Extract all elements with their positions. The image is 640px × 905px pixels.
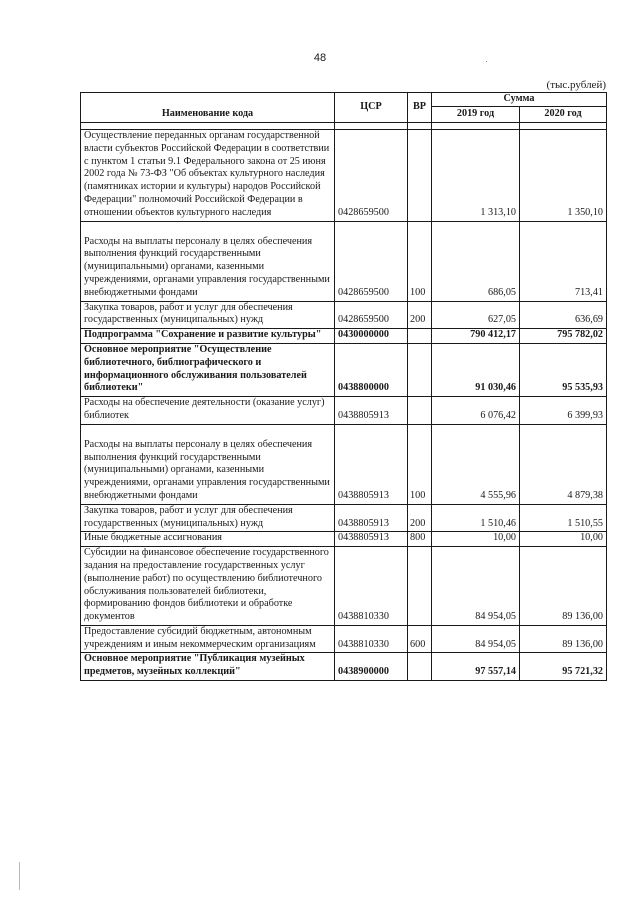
row-2019: 84 954,05	[432, 547, 520, 626]
row-vr: 100	[408, 424, 432, 504]
scan-edge-mark	[19, 862, 20, 890]
row-vr	[408, 653, 432, 681]
row-2019: 97 557,14	[432, 653, 520, 681]
row-name: Подпрограмма "Сохранение и развитие культуры"	[81, 329, 335, 344]
row-2020: 1 350,10	[520, 130, 607, 222]
spacer-cell	[335, 123, 408, 130]
row-csr: 0438810330	[335, 625, 408, 653]
row-csr: 0438805913	[335, 424, 408, 504]
spacer-cell	[520, 123, 607, 130]
row-2020: 89 136,00	[520, 625, 607, 653]
row-2020: 95 535,93	[520, 343, 607, 396]
row-vr: 100	[408, 221, 432, 301]
row-name: Основное мероприятие "Осуществление библиотечного, библиографического и информационного обслуживания пользователей библиотеки"	[81, 343, 335, 396]
row-2020: 1 510,55	[520, 504, 607, 532]
row-csr: 0438805913	[335, 532, 408, 547]
row-csr: 0438805913	[335, 397, 408, 425]
table-row	[81, 424, 607, 504]
row-vr: 200	[408, 301, 432, 329]
scan-speck	[486, 61, 487, 62]
row-2020: 10,00	[520, 532, 607, 547]
row-name: Субсидии на финансовое обеспечение государственного задания на предоставление государственных услуг (выполнение работ) по осуществлению библиотечного обслуживания пользователей библиотеки, формированию фондов библиотеки и обработке документов	[81, 547, 335, 626]
header-2020: 2020 год	[520, 107, 607, 123]
row-csr: 0438800000	[335, 343, 408, 396]
row-name: Закупка товаров, работ и услуг для обеспечения государственных (муниципальных) нужд	[81, 301, 335, 329]
row-csr: 0438805913	[335, 504, 408, 532]
spacer-cell	[432, 123, 520, 130]
units-note: (тыс.рублей)	[546, 79, 606, 91]
row-2020: 95 721,32	[520, 653, 607, 681]
table-row	[81, 343, 607, 396]
row-2019: 4 555,96	[432, 424, 520, 504]
row-vr	[408, 343, 432, 396]
row-2020: 795 782,02	[520, 329, 607, 344]
row-2019: 6 076,42	[432, 397, 520, 425]
row-2020: 636,69	[520, 301, 607, 329]
row-vr	[408, 130, 432, 222]
table-row	[81, 504, 607, 532]
row-csr: 0438900000	[335, 653, 408, 681]
row-vr	[408, 547, 432, 626]
row-csr: 0438810330	[335, 547, 408, 626]
row-name: Расходы на обеспечение деятельности (оказание услуг) библиотек	[81, 397, 335, 425]
row-name: Осуществление переданных органам государственной власти субъектов Российской Федерации в соответствии с пунктом 1 статьи 9.1 Федерального закона от 25 июня 2002 года № 73-ФЗ "Об объектах культурного наследия (памятниках истории и культуры) народов Российской Федерации" полномочий Российской Федерации в отношении объектов культурного наследия	[81, 130, 335, 222]
row-csr: 0430000000	[335, 329, 408, 344]
table-row	[81, 221, 607, 301]
row-name: Основное мероприятие "Публикация музейных предметов, музейных коллекций"	[81, 653, 335, 681]
row-2019: 790 412,17	[432, 329, 520, 344]
header-vr: ВР	[408, 93, 432, 123]
table-row	[81, 653, 607, 681]
spacer-cell	[408, 123, 432, 130]
row-2019: 627,05	[432, 301, 520, 329]
table-row	[81, 625, 607, 653]
row-2020: 6 399,93	[520, 397, 607, 425]
table-row	[81, 130, 607, 222]
row-csr: 0428659500	[335, 130, 408, 222]
header-sum: Сумма	[432, 93, 607, 107]
table-row	[81, 532, 607, 547]
row-vr	[408, 329, 432, 344]
row-vr: 200	[408, 504, 432, 532]
row-name: Иные бюджетные ассигнования	[81, 532, 335, 547]
row-name: Расходы на выплаты персоналу в целях обеспечения выполнения функций государственными (муниципальными) органами, казенными учреждениями, органами управления государственными внебюджетными фондами	[81, 221, 335, 301]
header-2019: 2019 год	[432, 107, 520, 123]
spacer-cell	[81, 123, 335, 130]
row-vr: 600	[408, 625, 432, 653]
row-2020: 89 136,00	[520, 547, 607, 626]
page-number: 48	[313, 52, 327, 64]
row-2019: 1 313,10	[432, 130, 520, 222]
row-2019: 686,05	[432, 221, 520, 301]
row-name: Предоставление субсидий бюджетным, автономным учреждениям и иным некоммерческим организациям	[81, 625, 335, 653]
header-name: Наименование кода	[81, 93, 335, 123]
row-csr: 0428659500	[335, 301, 408, 329]
table-row	[81, 301, 607, 329]
row-2020: 713,41	[520, 221, 607, 301]
header-csr: ЦСР	[335, 93, 408, 123]
budget-table	[80, 92, 607, 681]
row-2019: 10,00	[432, 532, 520, 547]
row-2019: 91 030,46	[432, 343, 520, 396]
row-2019: 1 510,46	[432, 504, 520, 532]
row-name: Расходы на выплаты персоналу в целях обеспечения выполнения функций государственными (муниципальными) органами, казенными учреждениями, органами управления государственными внебюджетными фондами	[81, 424, 335, 504]
table-row	[81, 329, 607, 344]
row-2020: 4 879,38	[520, 424, 607, 504]
row-csr: 0428659500	[335, 221, 408, 301]
row-vr: 800	[408, 532, 432, 547]
table-row	[81, 547, 607, 626]
row-vr	[408, 397, 432, 425]
row-2019: 84 954,05	[432, 625, 520, 653]
table-row	[81, 397, 607, 425]
row-name: Закупка товаров, работ и услуг для обеспечения государственных (муниципальных) нужд	[81, 504, 335, 532]
